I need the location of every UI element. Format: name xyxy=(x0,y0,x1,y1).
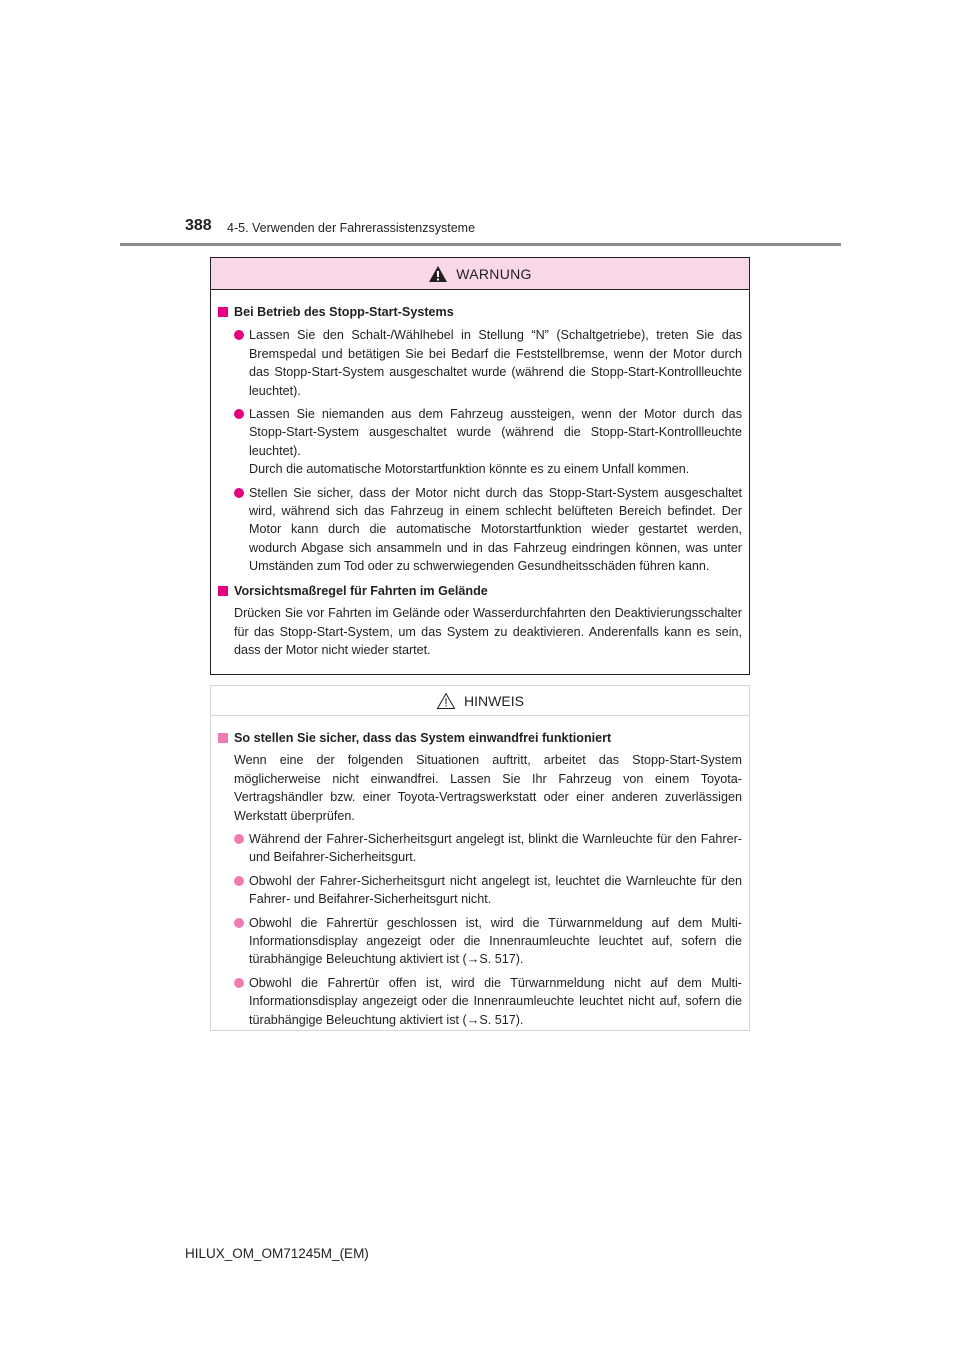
warning-title: WARNUNG xyxy=(456,265,532,282)
circle-bullet-icon xyxy=(234,330,244,340)
section-heading: Bei Betrieb des Stopp-Start-Systems xyxy=(218,303,742,321)
section-heading: Vorsichtsmaßregel für Fahrten im Gelände xyxy=(218,582,742,600)
notice-box xyxy=(210,685,750,1031)
chapter-title: 4-5. Verwenden der Fahrerassistenzsysteme xyxy=(227,221,476,235)
circle-bullet-icon xyxy=(234,834,244,844)
warning-header xyxy=(211,258,749,290)
caution-triangle-icon xyxy=(436,692,456,710)
list-item-text: Lassen Sie niemanden aus dem Fahrzeug aussteigen, wenn der Motor durch das Stopp-Start-System ausgeschaltet wurde (während die Stopp-Start-Kontrollleuchte leuchtet). Durch die automatische Motorstartfunktion könnte es zu einem Unfall kommen. xyxy=(249,407,742,477)
warning-box xyxy=(210,257,750,675)
notice-section-system-check xyxy=(218,729,742,1029)
notice-body xyxy=(211,716,749,1029)
notice-title: HINWEIS xyxy=(464,692,524,709)
list-item xyxy=(234,974,742,1029)
square-bullet-icon xyxy=(218,733,228,743)
list-item-text: Obwohl der Fahrer-Sicherheitsgurt nicht angelegt ist, leuchtet die Warnleuchte für den Fahrer- und Beifahrer-Sicherheitsgurt nicht. xyxy=(249,873,742,907)
circle-bullet-icon xyxy=(234,409,244,419)
section-heading: So stellen Sie sicher, dass das System einwandfrei funktioniert xyxy=(218,729,742,747)
warning-body xyxy=(211,290,749,659)
list-item-text: Während der Fahrer-Sicherheitsgurt angelegt ist, blinkt die Warnleuchte für den Fahrer- und Beifahrer-Sicherheitsgurt. xyxy=(249,832,742,865)
square-bullet-icon xyxy=(218,307,228,317)
document-code: HILUX_OM_OM71245M_(EM) xyxy=(185,1246,369,1261)
notice-header xyxy=(211,686,749,716)
circle-bullet-icon xyxy=(234,978,244,988)
page-number: 388 xyxy=(185,217,212,234)
warning-triangle-icon xyxy=(428,265,448,283)
circle-bullet-icon xyxy=(234,918,244,928)
warning-section-offroad xyxy=(218,582,742,660)
list-item-text: Obwohl die Fahrertür offen ist, wird die Türwarnmeldung nicht auf dem Multi-Informationsdisplay angezeigt oder die Innenraumleuchte leuchtet nicht auf, sofern die türabhängige Beleuchtung aktiviert ist (→S. 517). xyxy=(249,975,742,1027)
warning-section-start-stop xyxy=(218,303,742,576)
list-item-text: Obwohl die Fahrertür geschlossen ist, wird die Türwarnmeldung auf dem Multi-Informationsdisplay angezeigt oder die Innenraumleuchte leuchtet auf, sofern die türabhängige Beleuchtung aktiviert ist (→S. 517). xyxy=(249,915,742,967)
list-item xyxy=(234,830,742,867)
list-item-text: Lassen Sie den Schalt-/Wählhebel in Stellung “N” (Schaltgetriebe), treten Sie das Bremspedal und betätigen Sie bei Bedarf die Feststellbremse, wenn der Motor durch das Stopp-Start-System ausgeschaltet wurde (während die Stopp-Start-Kontrollleuchte leuchtet). xyxy=(249,328,742,398)
list-item-text: Stellen Sie sicher, dass der Motor nicht durch das Stopp-Start-System ausgeschaltet wird, während sich das Fahrzeug in einem schlecht belüfteten Bereich befindet. Der Motor kann durch die automatische Motorstartfunktion wieder gestartet werden, wodurch Abgase sich ansammeln und in das Fahrzeug eindringen können, was unter Umständen zum Tod oder zu schwerwiegenden Gesundheitsschäden führen kann. xyxy=(249,485,742,574)
circle-bullet-icon xyxy=(234,876,244,886)
list-item xyxy=(234,872,742,909)
list-item xyxy=(234,326,742,400)
list-item xyxy=(234,405,742,479)
square-bullet-icon xyxy=(218,586,228,596)
list-item xyxy=(234,914,742,969)
section-paragraph: Drücken Sie vor Fahrten im Gelände oder Wasserdurchfahrten den Deaktivierungsschalter für das Stopp-Start-System, um das System zu deaktivieren. Anderenfalls kann es sein, dass der Motor nicht wieder startet. xyxy=(234,606,742,657)
list-item xyxy=(234,484,742,576)
header-divider xyxy=(120,243,841,246)
section-paragraph: Wenn eine der folgenden Situationen auftritt, arbeitet das Stopp-Start-System möglicherweise nicht einwandfrei. Lassen Sie Ihr Fahrzeug von einem Toyota-Vertragshändler bzw. einer Toyota-Vertragswerkstatt oder einer anderen zuverlässigen Werkstatt überprüfen. xyxy=(234,753,742,823)
circle-bullet-icon xyxy=(234,488,244,498)
